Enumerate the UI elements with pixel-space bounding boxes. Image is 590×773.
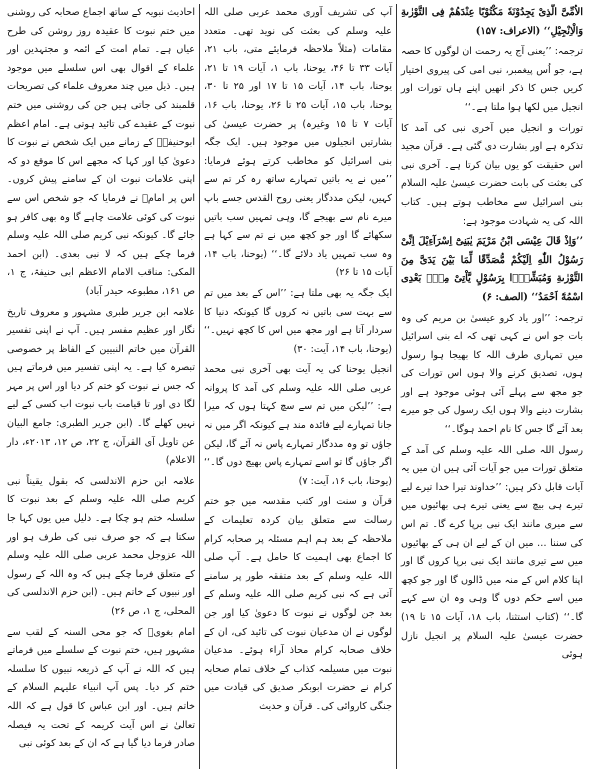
paragraph: تورات و انجیل میں آخری نبی کی آمد کا تذکرہ ہے اور بشارت دی گئی ہے۔ قرآن مجید اس حقیقت کو یوں بیان کرتا ہے۔ آخری نبی کی بعثت کی بابت حضرت عیسیٰ علیہ السلام بنی اسرائیل سے مخاطب ہوتے ہیں۔ کتاب اللہ کی یہ شہادت موجود ہے:	[401, 122, 583, 227]
paragraph: آپ کی تشریف آوری محمد عربی صلی اللہ علیہ وسلم کی بعثت کی نوید تھی۔ متعدد مقامات (مثلاً ملاحظہ فرمایئے متی، باب ۲۱، آیات ۳۳ تا ۴۶، یوحنا، باب ۱، آیات ۱۹ تا ۲۱، یوحنا، باب ۱۴، آیات ۱۵ تا ۱۷ اور ۲۵ تا ۳۰، یوحنا، باب ۱۵، آیات ۲۵ تا ۲۶، یوحنا، باب ۱۶، آیات ۷ تا ۱۵ وغیرہ) پر حضرت عیسیٰ کی بشارتیں انجیلوں میں موجود ہیں۔ ایک جگہ بنی اسرائیل کو مخاطب کرتے ہوئے فرمایا: ’’میں نے یہ باتیں تمہارے ساتھ رہ کر تم سے کہیں، لیکن مددگار یعنی روح القدس جسے باپ میرے نام سے بھیجے گا، وہی تمہیں سب باتیں سکھائے گا اور جو کچھ میں نے تم سے کہا ہے وہ سب تمہیں یاد دلائے گا۔‘‘ (یوحنا، باب ۱۴، آیات ۱۵ تا ۲۶)	[204, 7, 392, 279]
translation-paragraph: ترجمہ: ’’اور یاد کرو عیسیٰ بن مریم کی وہ بات جو اس نے کہی تھی کہ اے بنی اسرائیل میں تمہاری طرف اللہ کا بھیجا ہوا رسول ہوں، تصدیق کرنے والا ہوں اس تورات کی جو مجھ سے پہلے آئی ہوئی موجود ہے اور بشارت دینے والا ہوں ایک رسول کی جو میرے بعد آئے گا جس کا نام احمد ہوگا۔‘‘	[401, 312, 583, 436]
text-column-middle	[199, 4, 397, 769]
paragraph: ایک جگہ یہ بھی ملتا ہے: ’’اس کے بعد میں تم سے بہت سی باتیں نہ کروں گا کیونکہ دنیا کا سردار آتا ہے اور مجھ میں اس کا کچھ نہیں۔‘‘ (یوحنا، باب ۱۴، آیت: ۳۰)	[204, 287, 392, 355]
quranic-verse: الاُمِّیَّ الَّذِیْ یَجِدُوْنَهٗ مَكْتُوْبًا عِنْدَهُمْ فِی التَّوْرٰىةِ وَالْاِنْجِیْلِ‘‘ (الاعراف: ۱۵۷)	[401, 7, 583, 37]
paragraph: علامہ ابن جریر طبری مشہور و معروف تاریخ نگار اور عظیم مفسر ہیں۔ آپ نے اپنی تفسیر القرآن میں خاتم النبیین کے الفاظ پر خصوصی تبصرہ کیا ہے۔ یہ اپنی تفسیر میں فرماتے ہیں کہ جس نے نبوت کو ختم کر دیا اور اس پر مہر لگا دی اور تا قیامت باب نبوت اب کسی کے لیے نہیں کھلے گا۔ (ابن جریر الطبری: جامع البیان عن تاویل آی القرآن، ج ۲۲، ص ۱۲، ۲۰۱۳ء، دار الاعلام)	[7, 306, 195, 467]
paragraph: احادیث نبویہ کے ساتھ اجماع صحابہ کی روشنی میں ختم نبوت کا عقیدہ روز روشن کی طرح عیاں ہے۔ تمام امت کے ائمہ و مجتہدین اور علماء کے اقوال بھی اس سلسلے میں موجود ہیں۔ ذیل میں چند معروف علماء کی تصریحات قلمبند کی جاتی ہیں جن کی روشنی میں ختم نبوت کے عقیدے کی تائید ہوتی ہے۔ امام اعظم ابوحنیفہؒ کے زمانے میں ایک شخص نے نبوت کا دعویٰ کیا اور کہا کہ مجھے اس کا موقع دو کہ اپنی علامات نبوت ان کے سامنے پیش کروں۔ اس پر امامؒ نے فرمایا کہ جو شخص اس سے نبوت کی کوئی علامت چاہے گا وہ بھی کافر ہو جائے گا۔ کیونکہ نبی کریم صلی اللہ علیہ وسلم فرما چکے ہیں کہ لا نبی بعدی۔ (ابن احمد المکی: مناقب الامام الاعظم ابی حنیفۃ، ج ۱، ص ۱۶۱، مطبوعہ حیدر آباد)	[7, 7, 195, 297]
text-column-right	[397, 4, 587, 769]
paragraph: قرآن و سنت اور کتب مقدسہ میں جو ختم رسالت سے متعلق بیان کردہ تعلیمات کے ملاحظہ کے بعد ہم اہم مسئلہ پر صحابہ کرام کا اجماع بھی اہمیت کا حامل ہے۔ آپ صلی اللہ علیہ وسلم کے بعد متفقہ طور پر سامنے آتی ہے کہ نبی کریم صلی اللہ علیہ وسلم کے بعد جن لوگوں نے نبوت کا دعویٰ کیا اور جن لوگوں نے ان مدعیان نبوت کی تائید کی، ان کے خلاف صحابہ کرام محاذ آراء ہوئے۔ مدعیان نبوت میں مسیلمہ کذاب کے خلاف تمام صحابہ کرام نے حضرت ابوبکر صدیق کی قیادت میں جنگی کاروائی کی۔ قرآن و حدیث	[204, 496, 392, 712]
text-column-left	[3, 4, 199, 769]
paragraph: امام بغویؒ کہ جو محی السنہ کے لقب سے مشہور ہیں، ختم نبوت کے سلسلے میں فرماتے ہیں کہ اللہ نے آپ کے ذریعہ نبیوں کا سلسلہ ختم کر دیا۔ پس آپ انبیاء علیہم السلام کے خاتم ہیں۔ اور ابن عباس کا قول ہے کہ اللہ تعالیٰ نے اس آیت کریمہ کے تحت یہ فیصلہ صادر فرما دیا گیا ہے کہ ان کے بعد کوئی نبی	[7, 626, 195, 750]
paragraph: رسول اللہ صلی اللہ علیہ وسلم کی آمد کے متعلق تورات میں جو آیات آئی ہیں ان میں یہ آیات قابل ذکر ہیں: ’’خداوند تیرا خدا تیرے لیے تیرے ہی بیچ سے یعنی تیرے ہی بھائیوں میں سے میری مانند ایک نبی برپا کرے گا۔ تم اس کی سننا … میں ان کے لیے ان ہی کے بھائیوں میں سے تیری مانند ایک نبی برپا کروں گا اور اپنا کلام اس کے منہ میں ڈالوں گا اور جو کچھ میں اسے حکم دوں گا وہی وہ ان سے کہے گا۔‘‘ (کتاب استثنا، باب ۱۸، آیات ۱۵ تا ۱۹) حضرت عیسیٰ علیہ السلام پر انجیل نازل ہوئی	[401, 444, 583, 661]
paragraph: انجیل یوحنا کی یہ آیت بھی آخری نبی محمد عربی صلی اللہ علیہ وسلم کی آمد کا پروانہ ہے: ’’لیکن میں تم سے سچ کہتا ہوں کہ میرا جانا تمہارے لیے فائدہ مند ہے کیونکہ اگر میں نہ جاؤں تو وہ مددگار تمہارے پاس نہ آئے گا، لیکن اگر جاؤں گا تو اسے تمہارے پاس بھیج دوں گا۔‘‘ (یوحنا، باب ۱۶، آیت: ۷)	[204, 364, 392, 487]
translation-paragraph: ترجمہ: ’’یعنی آج یہ رحمت ان لوگوں کا حصہ ہے، جو اُس پیغمبر، نبی امی کی پیروی اختیار کریں جس کا ذکر انھیں اپنے ہاں تورات اور انجیل میں لکھا ہوا ملتا ہے۔‘‘	[401, 46, 583, 113]
quranic-verse: ’’وَاِذْ قَالَ عِیْسَى ابْنُ مَرْیَمَ یٰبَنِیْٓ اِسْرَآءِیْلَ اِنِّیْ رَسُوْلُ اللّٰهِ اِلَیْكُمْ مُّصَدِّقًا لِّمَا بَیْنَ یَدَیَّ مِنَ التَّوْرٰىةِ وَمُبَشِّرًۢا بِرَسُوْلٍ یَّاْتِیْ مِنْۢ بَعْدِی اسْمُهٗٓ اَحْمَدُ‘‘ (الصف: ۶)	[401, 236, 583, 303]
paragraph: علامہ ابن حزم الاندلسی کہ بقول یقیناً نبی کریم صلی اللہ علیہ وسلم کے بعد نبوت کا سلسلہ ختم ہو چکا ہے۔ دلیل میں یوں کہا جا سکتا ہے کہ جو صرف نبی کی طرف ہو اور اللہ عزوجل محمد عربی صلی اللہ علیہ وسلم کے متعلق فرما چکے ہیں کہ وہ اللہ کے رسول اور نبیوں کے خاتم ہیں۔ (ابن حزم الاندلسی کی المحلی، ج ۱، ص ۲۶)	[7, 475, 195, 617]
